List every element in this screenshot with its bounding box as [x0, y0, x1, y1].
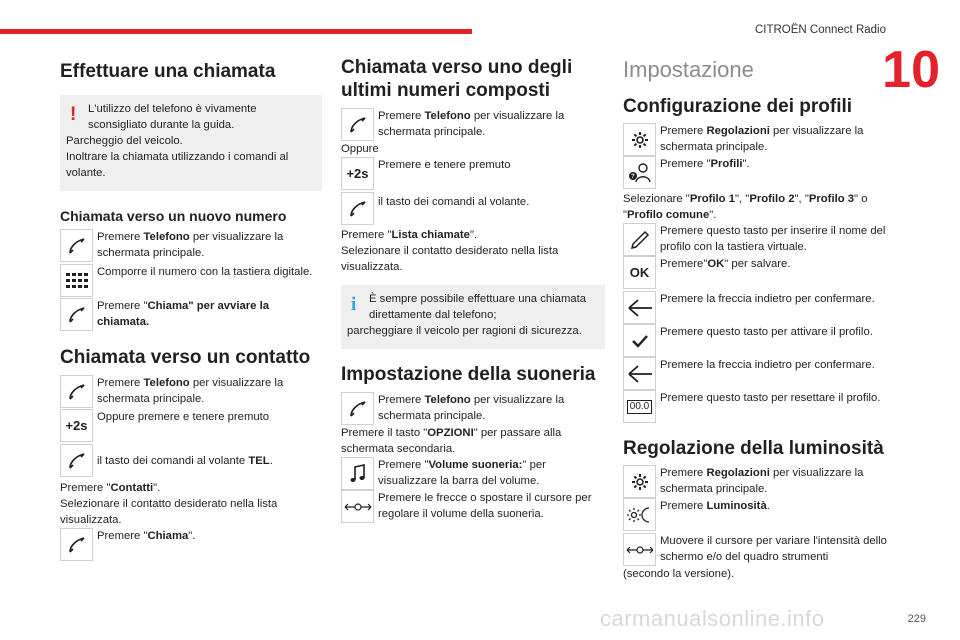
phone-icon[interactable]: [341, 392, 374, 425]
body-keyword: Profilo 2: [749, 193, 795, 205]
body-text: ", ": [735, 193, 750, 205]
step-row: [341, 457, 605, 490]
step-text: .: [766, 500, 770, 512]
step-text: Muovere il cursore per variare l'intensità dello schermo e/o del quadro strumenti: [660, 535, 887, 563]
step-text: Premere: [378, 110, 425, 122]
step-text: Premere: [97, 377, 144, 389]
step-text: Premere e tenere premuto: [378, 159, 511, 171]
step-row: [60, 298, 322, 331]
step-text: " per salvare.: [724, 258, 791, 270]
body-keyword: Lista chiamate: [391, 229, 470, 241]
step-keyword: Regolazioni: [706, 467, 770, 479]
step-text: il tasto dei comandi al volante: [97, 455, 249, 467]
step-row: [623, 223, 887, 256]
step-row: [623, 357, 887, 390]
section-title: Impostazione della suoneria: [341, 364, 596, 385]
chapter-number: 10: [882, 41, 940, 99]
subsection-title: Chiamata verso un nuovo numero: [60, 208, 287, 224]
column-recent-calls: [341, 56, 605, 523]
step-text: .: [269, 455, 273, 467]
svg-text:?: ?: [630, 173, 635, 180]
step-keyword: Volume suoneria:: [428, 459, 523, 471]
step-text: ".: [742, 158, 750, 170]
step-text: " per visualizzare la barra del volume.: [378, 459, 546, 487]
step-row: [341, 392, 605, 425]
info-text: È sempre possibile effettuare una chiamata direttamente dal telefono;: [369, 293, 587, 321]
step-row: [60, 375, 322, 408]
step-row: [623, 465, 887, 498]
step-text: Comporre il numero con la tastiera digitale.: [97, 266, 313, 278]
info-icon: i: [351, 294, 357, 315]
step-text: Premere: [97, 231, 144, 243]
pencil-icon[interactable]: [623, 223, 656, 256]
body-text: ", ": [794, 193, 809, 205]
section-title: Chiamata verso uno degli ultimi numeri composti: [341, 57, 573, 101]
step-row: [623, 156, 887, 189]
step-row: [623, 123, 887, 156]
warning-text: Parcheggio del veicolo.: [66, 135, 183, 147]
step-row: [341, 108, 605, 141]
header-accent-bar: [0, 29, 472, 34]
step-row: [623, 533, 887, 566]
watermark: carmanualsonline.info: [600, 606, 825, 631]
section-title: Regolazione della luminosità: [623, 438, 884, 459]
body-text: ".: [469, 229, 478, 241]
step-keyword: Telefono: [143, 231, 190, 243]
step-row: [341, 157, 605, 190]
body-text: Premere ": [341, 229, 392, 241]
body-text: ".: [709, 209, 717, 221]
step-text: per visualizzare la schermata principale.: [97, 231, 284, 259]
body-text: (secondo la versione).: [623, 568, 735, 580]
info-text: parcheggiare il veicolo per ragioni di sicurezza.: [347, 325, 582, 337]
phone-icon[interactable]: [60, 298, 93, 331]
back-arrow-icon[interactable]: [623, 291, 656, 324]
body-keyword: Profilo 3: [808, 193, 855, 205]
section-title: Effettuare una chiamata: [60, 61, 276, 82]
step-keyword: TEL: [248, 455, 270, 467]
step-text: Premere: [660, 467, 707, 479]
slider-icon[interactable]: [623, 533, 656, 566]
step-row: [623, 291, 887, 324]
step-text: Premere la freccia indietro per confermare.: [660, 293, 875, 305]
step-text: Premere ": [660, 158, 711, 170]
step-row: [60, 528, 322, 561]
hold-2s-icon[interactable]: +2s: [341, 157, 374, 190]
step-text: ".: [188, 530, 196, 542]
slider-icon[interactable]: [341, 490, 374, 523]
step-text: Premere": [660, 258, 708, 270]
body-keyword: Profilo comune: [627, 209, 710, 221]
step-text: per visualizzare la schermata principale.: [378, 394, 565, 422]
step-row: [341, 490, 605, 523]
body-text: Selezionare ": [623, 193, 690, 205]
music-note-icon[interactable]: [341, 457, 374, 490]
step-row: [623, 498, 887, 531]
body-text: " o ": [623, 193, 868, 221]
step-keyword: OK: [707, 258, 725, 270]
brightness-icon[interactable]: [623, 498, 656, 531]
step-text: Premere: [378, 394, 425, 406]
ok-button-icon[interactable]: OK: [623, 256, 656, 289]
phone-icon[interactable]: [341, 108, 374, 141]
body-keyword: OPZIONI: [427, 427, 474, 439]
step-row: [623, 390, 887, 423]
phone-icon[interactable]: [60, 444, 93, 477]
step-keyword: Profili: [710, 158, 743, 170]
back-arrow-icon[interactable]: [623, 357, 656, 390]
step-text: Premere questo tasto per inserire il nome del profilo con la tastiera virtuale.: [660, 225, 886, 253]
body-text: " per passare alla schermata secondaria.: [341, 427, 562, 455]
step-keyword: Luminosità: [706, 500, 767, 512]
phone-icon[interactable]: [60, 375, 93, 408]
step-text: per visualizzare la schermata principale.: [660, 125, 864, 153]
section-title: Impostazione: [623, 57, 754, 82]
step-text: Premere le frecce o spostare il cursore per regolare il volume della suoneria.: [378, 492, 592, 520]
step-row: [60, 444, 322, 477]
keypad-icon[interactable]: [60, 264, 93, 297]
body-keyword: Contatti: [110, 482, 154, 494]
step-row: [341, 192, 605, 225]
step-text: Oppure premere e tenere premuto: [97, 411, 270, 423]
step-text: Premere ": [378, 459, 429, 471]
section-title: Chiamata verso un contatto: [60, 347, 311, 368]
info-box: [341, 285, 605, 349]
body-text: Premere ": [60, 482, 111, 494]
step-keyword: Telefono: [424, 394, 471, 406]
phone-icon[interactable]: [60, 229, 93, 262]
brand-title: CITROËN Connect Radio: [754, 24, 886, 36]
exclamation-icon: !: [70, 104, 77, 125]
phone-icon[interactable]: [341, 192, 374, 225]
gear-icon[interactable]: [623, 123, 656, 156]
hold-2s-icon[interactable]: +2s: [60, 409, 93, 442]
phone-icon[interactable]: [60, 528, 93, 561]
step-row: [60, 409, 322, 442]
step-row: [623, 256, 887, 289]
step-text: per visualizzare la schermata principale.: [378, 110, 565, 138]
warning-text: Inoltrare la chiamata utilizzando i comandi al volante.: [66, 151, 289, 179]
step-text: Premere la freccia indietro per confermare.: [660, 359, 875, 371]
reset-icon[interactable]: [623, 390, 656, 423]
step-row: [60, 264, 322, 297]
step-text: Premere: [660, 500, 707, 512]
reset-label: 00.0: [627, 400, 652, 414]
step-keyword: Regolazioni: [706, 125, 770, 137]
warning-box: [60, 95, 322, 191]
profile-icon[interactable]: [623, 156, 656, 189]
warning-text: L'utilizzo del telefono è vivamente sconsigliato durante la guida.: [88, 103, 257, 131]
body-text: Selezionare il contatto desiderato nella lista visualizzata.: [60, 498, 278, 526]
step-text: Premere questo tasto per resettare il profilo.: [660, 392, 881, 404]
step-text: per visualizzare la schermata principale.: [97, 377, 284, 405]
body-text: Premere il tasto ": [341, 427, 428, 439]
step-row: [623, 324, 887, 357]
column-settings: [623, 56, 887, 582]
step-keyword: Telefono: [424, 110, 471, 122]
checkmark-icon[interactable]: [623, 324, 656, 357]
step-text: Premere questo tasto per attivare il profilo.: [660, 326, 873, 338]
step-text: Premere: [660, 125, 707, 137]
step-text: Premere ": [97, 300, 148, 312]
body-text: Selezionare il contatto desiderato nella lista visualizzata.: [341, 245, 559, 273]
step-text: per visualizzare la schermata principale.: [660, 467, 864, 495]
body-keyword: Profilo 1: [689, 193, 736, 205]
gear-icon[interactable]: [623, 465, 656, 498]
step-keyword: Chiama: [147, 530, 189, 542]
step-keyword: Chiama" per avviare la chiamata.: [97, 300, 269, 328]
step-row: [60, 229, 322, 262]
step-text: Premere ": [97, 530, 148, 542]
column-make-call: [60, 56, 322, 561]
body-text: ".: [153, 482, 161, 494]
page-number: 229: [907, 613, 926, 625]
step-text: il tasto dei comandi al volante.: [378, 196, 530, 208]
step-keyword: Telefono: [143, 377, 190, 389]
section-title: Configurazione dei profili: [623, 96, 853, 117]
body-text: Oppure: [341, 143, 379, 155]
